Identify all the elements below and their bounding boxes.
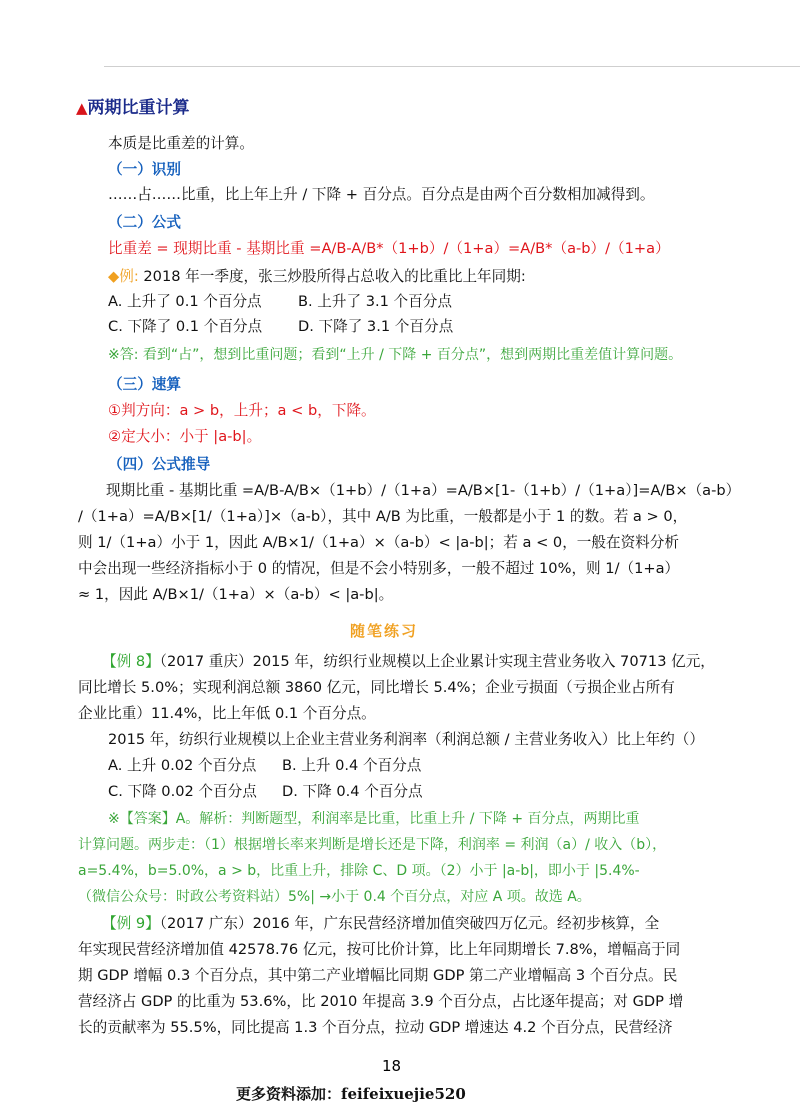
formula-heading: （二）公式 (108, 214, 181, 231)
ex8-answer-line: （微信公众号：时政公考资料站）5%| →小于 0.4 个百分点，对应 A 项。故选 A。 (78, 889, 591, 905)
option-d: D. 下降了 3.1 个百分点 (298, 318, 454, 335)
ex8-option-d: D. 下降 0.4 个百分点 (282, 783, 423, 800)
example-9-line: 长的贡献率为 55.5%，同比提高 1.3 个百分点，拉动 GDP 增速达 4.2 个百分点，民营经济 (78, 1019, 673, 1036)
derive-line: /（1+a）=A/B×[1/（1+a）]×（a-b），其中 A/B 为比重，一般都是小于 1 的数。若 a > 0， (78, 508, 688, 525)
example-8-text: （2017 重庆）2015 年，纺织行业规模以上企业累计实现主营业务收入 70713 亿元， (159, 653, 715, 670)
example-8-tag: 【例 8】 (102, 653, 160, 670)
example-question (108, 266, 526, 288)
derive-line: ≈ 1，因此 A/B×1/（1+a）×（a-b）< |a-b|。 (78, 586, 394, 603)
example-9-line: 营经济占 GDP 的比重为 53.6%，比 2010 年提高 3.9 个百分点，占比逐年提高；对 GDP 增 (78, 993, 684, 1010)
identify-heading: （一）识别 (108, 161, 181, 178)
quick-rule-1: ①判方向：a > b，上升；a < b，下降。 (108, 402, 376, 419)
example-question-text: 2018 年一季度，张三炒股所得占总收入的比重比上年同期: (143, 268, 526, 285)
triangle-marker-icon: ▲ (76, 99, 88, 117)
example-8-line: 企业比重）11.4%，比上年低 0.1 个百分点。 (78, 705, 376, 722)
ex8-answer-line: a=5.4%，b=5.0%，a > b，比重上升，排除 C、D 项。（2）小于 |a-b|，即小于 |5.4%- (78, 863, 640, 879)
ex8-answer-text: A。解析：判断题型，利润率是比重，比重上升 / 下降 + 百分点，两期比重 (175, 811, 640, 827)
intro-text: 本质是比重差的计算。 (108, 135, 254, 152)
section-title-text: 两期比重计算 (87, 98, 190, 118)
quick-heading: （三）速算 (108, 376, 181, 393)
example-9-tag: 【例 9】 (102, 915, 160, 932)
example-9-text: （2017 广东）2016 年，广东民营经济增加值突破四万亿元。经初步核算，全 (159, 915, 660, 932)
example-9-line (102, 913, 659, 935)
ex8-option-b: B. 上升 0.4 个百分点 (282, 757, 422, 774)
ex8-answer-label: ※【答案】 (108, 811, 176, 827)
example-label: 例: (119, 268, 139, 285)
diamond-icon: ◆ (108, 268, 120, 285)
option-c: C. 下降了 0.1 个百分点 (108, 318, 263, 335)
answer-text: 看到“占”，想到比重问题；看到“上升 / 下降 + 百分点”，想到两期比重差值计算问题。 (142, 347, 683, 363)
derive-line: 现期比重 - 基期比重 =A/B-A/B×（1+b）/（1+a）=A/B×[1-（1+b）/（1+a）]=A/B×（a-b） (106, 482, 741, 499)
example-8-question: 2015 年，纺织行业规模以上企业主营业务利润率（利润总额 / 主营业务收入）比上年约（） (108, 731, 704, 748)
header-divider (104, 66, 800, 67)
quick-rule-2: ②定大小：小于 |a-b|。 (108, 428, 262, 445)
page-number: 18 (382, 1057, 402, 1075)
ex8-answer-line: 计算问题。两步走：（1）根据增长率来判断是增长还是下降，利润率 = 利润（a）/ 收入（b）， (78, 837, 667, 853)
example-answer (108, 344, 682, 366)
practice-title: 随笔练习 (350, 622, 419, 640)
option-b: B. 上升了 3.1 个百分点 (298, 293, 452, 310)
ex8-option-c: C. 下降 0.02 个百分点 (108, 783, 257, 800)
ex8-answer-line (108, 808, 640, 830)
answer-label: ※答: (108, 347, 139, 363)
example-8-line: 同比增长 5.0%；实现利润总额 3860 亿元，同比增长 5.4%；企业亏损面（亏损企业占所有 (78, 679, 675, 696)
example-9-line: 期 GDP 增幅 0.3 个百分点，其中第二产业增幅比同期 GDP 第二产业增幅高 3 个百分点。民 (78, 967, 678, 984)
section-title (76, 97, 190, 120)
ex8-option-a: A. 上升 0.02 个百分点 (108, 757, 257, 774)
example-8-line (102, 651, 715, 673)
option-a: A. 上升了 0.1 个百分点 (108, 293, 262, 310)
footer-contact: 更多资料添加：feifeixuejie520 (236, 1085, 466, 1103)
derive-line: 则 1/（1+a）小于 1，因此 A/B×1/（1+a）×（a-b）< |a-b|；若 a < 0，一般在资料分析 (78, 534, 679, 551)
derive-line: 中会出现一些经济指标小于 0 的情况，但是不会小特别多，一般不超过 10%，则 1/（1+a） (78, 560, 680, 577)
example-9-line: 年实现民营经济增加值 42578.76 亿元，按可比价计算，比上年同期增长 7.8%，增幅高于同 (78, 941, 681, 958)
derive-heading: （四）公式推导 (108, 456, 211, 473)
formula-text: 比重差 = 现期比重 - 基期比重 =A/B-A/B*（1+b）/（1+a）=A/B*（a-b）/（1+a） (108, 240, 670, 257)
identify-text: ……占……比重，比上年上升 / 下降 + 百分点。百分点是由两个百分数相加减得到。 (108, 186, 655, 203)
